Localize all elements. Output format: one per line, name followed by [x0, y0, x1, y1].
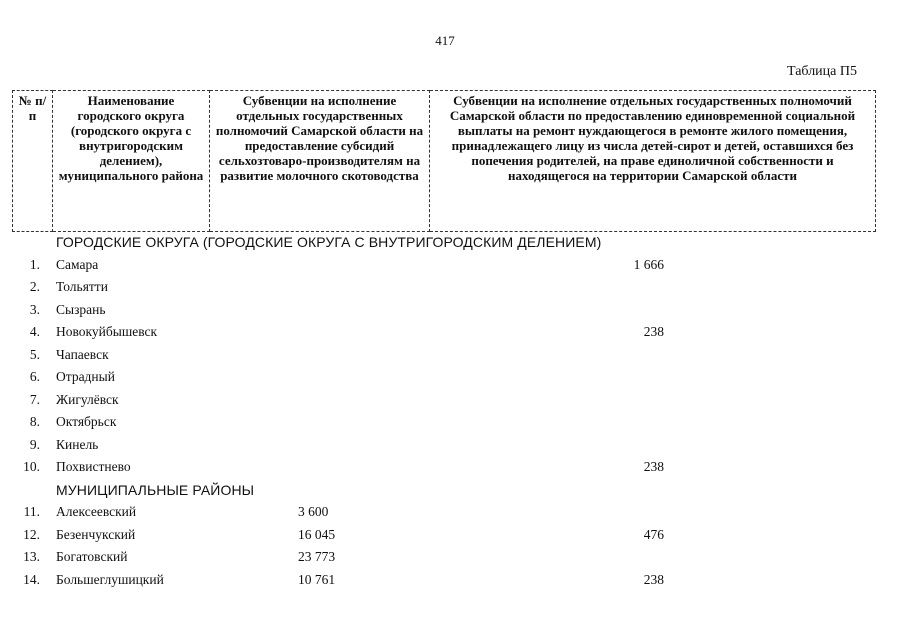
- row-name: Октябрьск: [56, 414, 117, 429]
- row-number: 11.: [23, 504, 40, 519]
- header-number: № п/п: [13, 91, 53, 232]
- table-row: [0, 414, 905, 436]
- row-name: Богатовский: [56, 549, 128, 564]
- table-row: [0, 392, 905, 414]
- row-orphan-housing-repair: 476: [643, 526, 664, 542]
- row-number: 2.: [29, 279, 40, 294]
- table-row: [0, 257, 905, 279]
- table-label: Таблица П5: [787, 64, 857, 79]
- row-name: Самара: [56, 256, 99, 272]
- row-name: Похвистнево: [56, 459, 131, 474]
- table-row: [0, 527, 905, 549]
- row-name: Чапаевск: [56, 346, 109, 362]
- row-name: Жигулёвск: [56, 391, 119, 407]
- header-orphan-housing-repair: Субвенции на исполнение отдельных государственных полномочий Самарской области по предоставлению единовременной социальной выплаты на ремонт нуждающегося в ремонте жилого помещения, принадлежащего лицу из числа детей-сирот и детей, оставшихся без попечения родителей, на праве единоличной собственности и находящегося на территории Самарской области: [430, 91, 876, 232]
- row-number: 14.: [23, 571, 40, 587]
- table-row: [0, 347, 905, 369]
- table-row: [0, 279, 905, 301]
- row-name: Сызрань: [56, 301, 106, 317]
- page-number: 417: [435, 33, 455, 48]
- table-row: [0, 302, 905, 324]
- row-number: 10.: [23, 459, 40, 474]
- table-row: [0, 324, 905, 346]
- table-header: [12, 90, 876, 232]
- table-row: [0, 437, 905, 459]
- row-orphan-housing-repair: 1 666: [633, 256, 664, 272]
- row-name: Отрадный: [56, 369, 115, 384]
- row-name: Новокуйбышевск: [56, 324, 158, 339]
- row-number: 4.: [29, 324, 40, 339]
- row-number: 1.: [29, 256, 40, 272]
- row-orphan-housing-repair: 238: [643, 324, 664, 339]
- row-name: Безенчукский: [56, 526, 136, 542]
- table-row: [0, 369, 905, 391]
- row-orphan-housing-repair: 238: [643, 571, 664, 587]
- row-dairy-subsidy: 3 600: [298, 504, 329, 519]
- row-number: 3.: [29, 301, 40, 317]
- row-number: 7.: [29, 391, 40, 407]
- row-dairy-subsidy: 16 045: [298, 526, 336, 542]
- row-number: 13.: [23, 549, 40, 564]
- header-dairy-subsidy: Субвенции на исполнение отдельных государственных полномочий Самарской области на предоставление субсидий сельхозтоваро-производителям на развитие молочного скотоводства: [210, 91, 430, 232]
- section-title: МУНИЦИПАЛЬНЫЕ РАЙОНЫ: [56, 481, 255, 498]
- row-number: 12.: [23, 526, 40, 542]
- row-number: 6.: [29, 369, 40, 384]
- table-row: [0, 549, 905, 571]
- row-dairy-subsidy: 10 761: [298, 571, 336, 587]
- table-row: [0, 572, 905, 594]
- row-name: Кинель: [56, 436, 99, 452]
- table-row: [0, 504, 905, 526]
- table-row: [0, 459, 905, 481]
- row-number: 5.: [29, 346, 40, 362]
- header-name: Наименование городского округа (городского округа с внутригородским делением), муниципального района: [53, 91, 210, 232]
- row-name: Большеглушицкий: [56, 571, 164, 587]
- row-name: Алексеевский: [56, 504, 137, 519]
- row-dairy-subsidy: 23 773: [298, 549, 336, 564]
- row-number: 9.: [29, 436, 40, 452]
- row-name: Тольятти: [56, 279, 108, 294]
- section-title: ГОРОДСКИЕ ОКРУГА (ГОРОДСКИЕ ОКРУГА С ВНУТРИГОРОДСКИМ ДЕЛЕНИЕМ): [56, 234, 602, 250]
- row-number: 8.: [29, 414, 40, 429]
- row-orphan-housing-repair: 238: [643, 459, 664, 474]
